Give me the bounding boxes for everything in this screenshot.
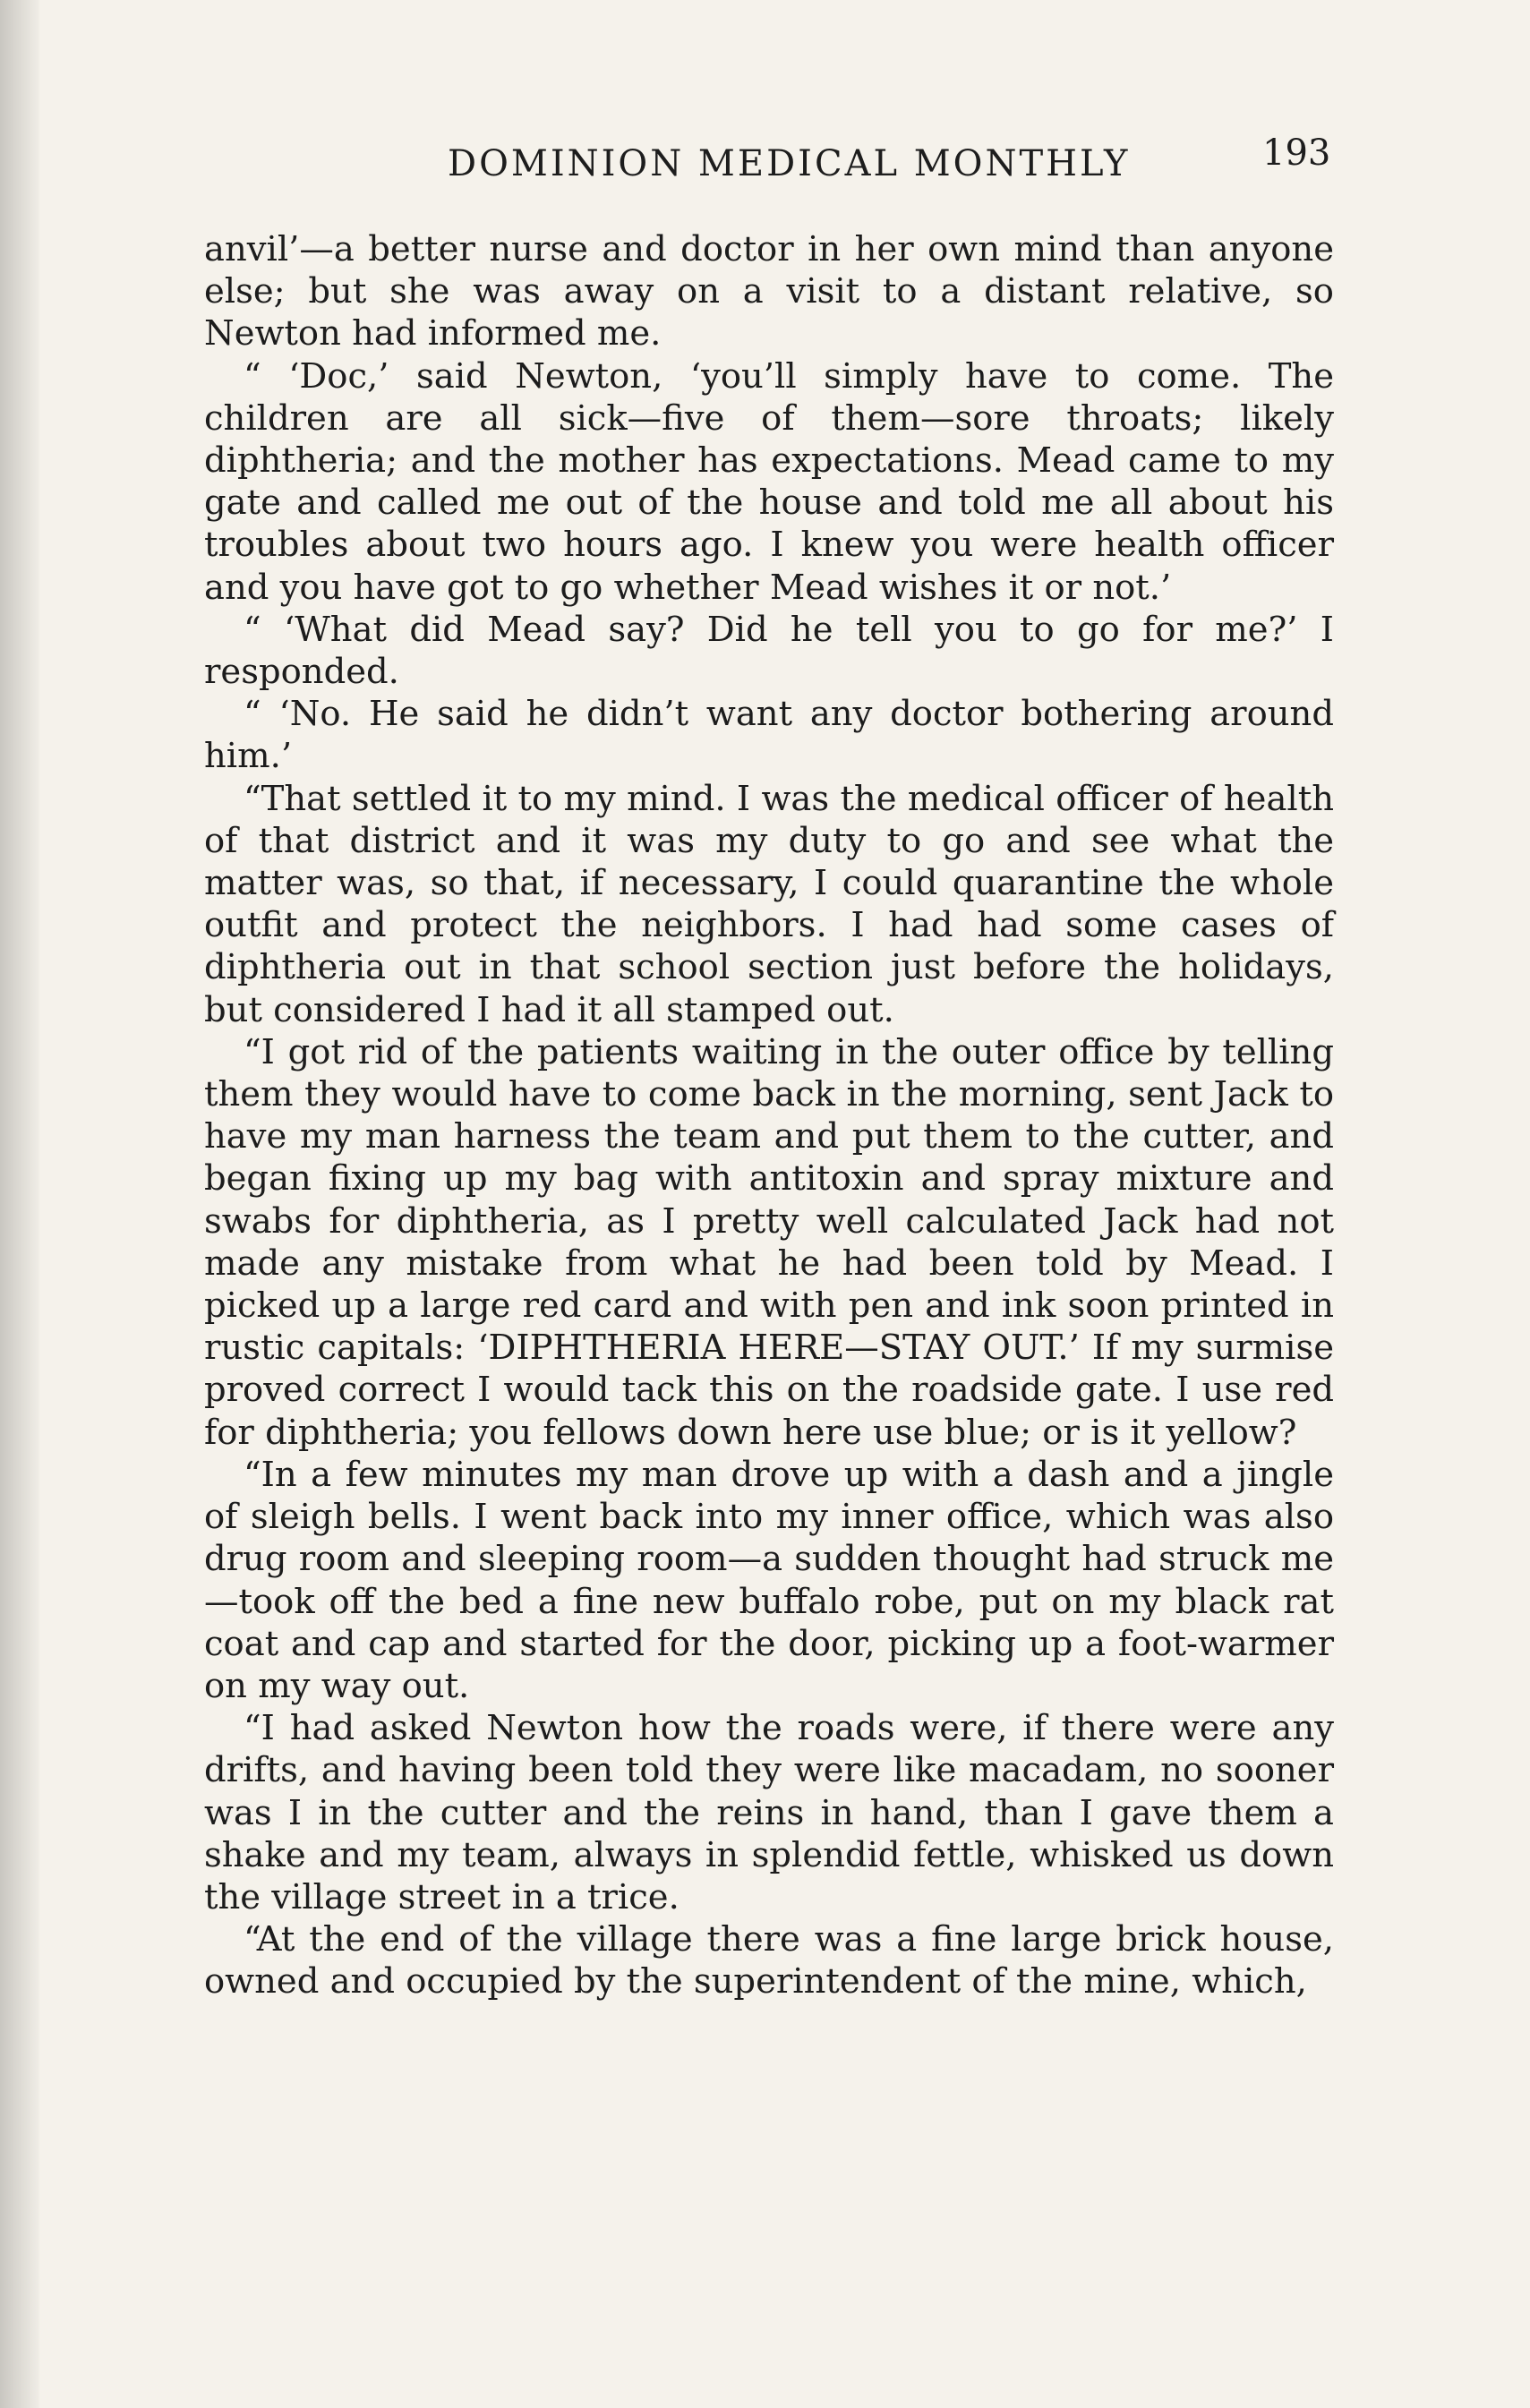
paragraph: “ ‘Doc,’ said Newton, ‘you’ll simply have to come. The children are all sick—five of them—sore throats; likely diphtheria; and the mother has expectations. Mead came to my gate and called me out of the house and told me all about his troubles about two hours ago. I knew you were health officer and you have got to go whether Mead wishes it or not.’: [204, 355, 1334, 608]
page-number: 193: [1262, 132, 1331, 174]
paragraph: “I had asked Newton how the roads were, if there were any drifts, and having been told they were like macadam, no sooner was I in the cutter and the reins in hand, than I gave them a shake and my team, always in splendid fettle, whisked us down the village street in a trice.: [204, 1708, 1334, 1917]
body-text: [204, 228, 1334, 2003]
running-head: DOMINION MEDICAL MONTHLY: [448, 143, 1131, 184]
paragraph: “That settled it to my mind. I was the medical officer of health of that district and it was my duty to go and see what the matter was, so that, if necessary, I could quarantine the whole outfit and protect the neighbors. I had had some cases of diphtheria out in that school section just before the holidays, but considered I had it all stamped out.: [204, 778, 1334, 1030]
paragraph: “I got rid of the patients waiting in the outer office by telling them they would have to come back in the morning, sent Jack to have my man harness the team and put them to the cutter, and began fixing up my bag with antitoxin and spray mixture and swabs for diphtheria, as I pretty well calculated Jack had not made any mistake from what he had been told by Mead. I picked up a large red card and with pen and ink soon printed in rustic capitals: ‘DIPHTHERIA HERE—STAY OUT.’ If my surmise proved correct I would tack this on the roadside gate. I use red for diphtheria; you fellows down here use blue; or is it yellow?: [204, 1031, 1334, 1453]
paragraph: “ ‘No. He said he didn’t want any doctor bothering around him.’: [204, 694, 1334, 777]
paragraph-continued: anvil’—a better nurse and doctor in her own mind than anyone else; but she was away on a visit to a distant relative, so Newton had informed me.: [204, 229, 1334, 354]
paragraph: “ ‘What did Mead say? Did he tell you to go for me?’ I responded.: [204, 609, 1334, 693]
paragraph: “In a few minutes my man drove up with a dash and a jingle of sleigh bells. I went back into my inner office, which was also drug room and sleeping room—a sudden thought had struck me—took off the bed a fine new buffalo robe, put on my black rat coat and cap and started for the door, picking up a foot-warmer on my way out.: [204, 1454, 1334, 1706]
page-left-shadow: [0, 0, 39, 2408]
paragraph: “At the end of the village there was a fine large brick house, owned and occupied by the superintendent of the mine, which,: [204, 1919, 1334, 2002]
